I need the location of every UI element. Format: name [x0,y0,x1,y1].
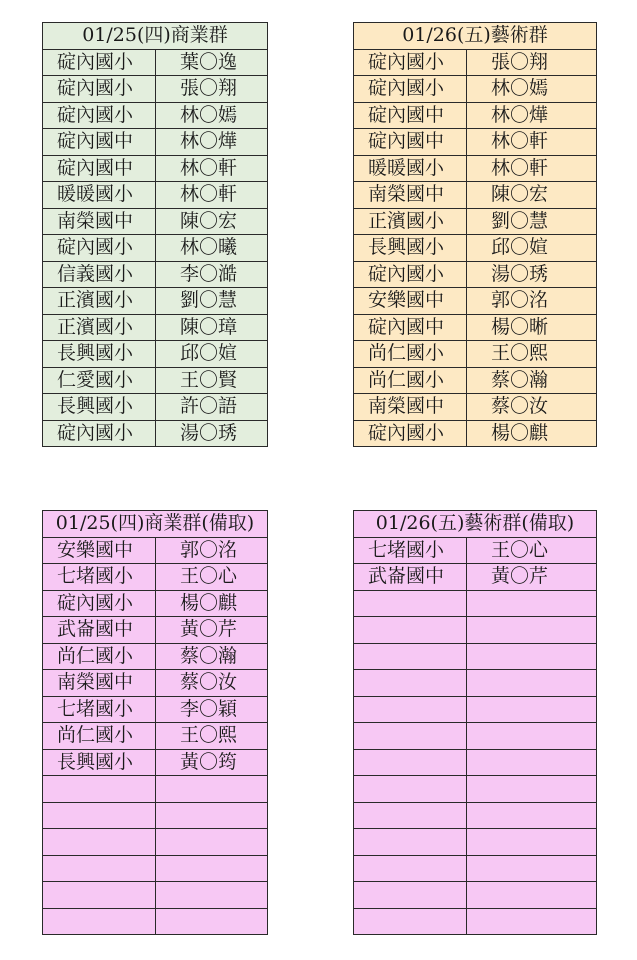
table-title: 01/26(五)藝術群(備取) [354,511,597,538]
student-name-cell [467,696,597,723]
table-row [43,776,268,803]
arts-group-waitlist-table [353,510,597,935]
school-cell: 正濱國小 [43,314,156,341]
student-name-cell [156,855,268,882]
student-name-cell: 張〇翔 [467,49,597,76]
student-name-cell: 湯〇琇 [467,261,597,288]
school-cell: 武崙國中 [354,564,467,591]
table-row [354,235,597,262]
school-cell: 尚仁國小 [354,341,467,368]
table-header [354,23,597,50]
school-cell [354,696,467,723]
table-row [354,76,597,103]
student-name-cell: 郭〇洺 [467,288,597,315]
commerce-group-table [42,22,268,447]
table-row [43,49,268,76]
school-cell: 尚仁國小 [43,723,156,750]
school-cell: 碇內國小 [43,76,156,103]
table-row [43,420,268,447]
school-cell [43,855,156,882]
table-row [354,617,597,644]
table-row [43,76,268,103]
table-row [43,829,268,856]
school-cell: 碇內國小 [354,49,467,76]
school-cell [354,802,467,829]
table-row [354,261,597,288]
table-row [43,367,268,394]
school-cell [354,643,467,670]
table-row [43,129,268,156]
student-name-cell: 林〇軒 [467,155,597,182]
table-row [43,696,268,723]
student-name-cell: 林〇軒 [156,155,268,182]
table-row [354,696,597,723]
school-cell: 安樂國中 [354,288,467,315]
student-name-cell: 蔡〇汝 [156,670,268,697]
school-cell [43,908,156,935]
school-cell: 南榮國中 [43,208,156,235]
student-name-cell [467,908,597,935]
table-row [43,394,268,421]
student-name-cell: 楊〇晰 [467,314,597,341]
commerce-group-waitlist-table [42,510,268,935]
table-row [354,314,597,341]
table-row [43,564,268,591]
table-row [354,802,597,829]
student-name-cell: 邱〇媗 [156,341,268,368]
student-name-cell [467,617,597,644]
school-cell [354,723,467,750]
table-row [43,749,268,776]
table-row [43,341,268,368]
school-cell [354,776,467,803]
table-row [354,288,597,315]
school-cell: 碇內國小 [43,420,156,447]
school-cell [43,829,156,856]
student-name-cell: 林〇嫣 [156,102,268,129]
student-name-cell: 陳〇宏 [467,182,597,209]
school-cell: 正濱國小 [354,208,467,235]
table-row [354,882,597,909]
table-row [354,749,597,776]
student-name-cell: 王〇賢 [156,367,268,394]
student-name-cell [467,643,597,670]
student-name-cell: 劉〇慧 [467,208,597,235]
student-name-cell [467,723,597,750]
table-row [354,776,597,803]
table-row [43,855,268,882]
table-header [354,511,597,538]
table-row [43,908,268,935]
table-row [354,49,597,76]
school-cell: 碇內國小 [354,76,467,103]
table-row [354,723,597,750]
table-row [43,182,268,209]
school-cell: 碇內國小 [43,235,156,262]
student-name-cell: 邱〇媗 [467,235,597,262]
school-cell: 碇內國中 [354,129,467,156]
school-cell: 尚仁國小 [43,643,156,670]
student-name-cell: 王〇熙 [467,341,597,368]
student-name-cell [467,749,597,776]
school-cell: 南榮國中 [354,394,467,421]
student-name-cell: 許〇語 [156,394,268,421]
table-row [43,314,268,341]
student-name-cell [467,776,597,803]
student-name-cell: 林〇燁 [156,129,268,156]
student-name-cell: 蔡〇瀚 [467,367,597,394]
student-name-cell: 林〇曦 [156,235,268,262]
table-row [354,367,597,394]
table-row [354,908,597,935]
student-name-cell: 黃〇芹 [467,564,597,591]
student-name-cell: 湯〇琇 [156,420,268,447]
table-row [354,208,597,235]
school-cell: 安樂國中 [43,537,156,564]
student-name-cell: 黃〇芹 [156,617,268,644]
school-cell: 碇內國中 [354,314,467,341]
student-name-cell [156,829,268,856]
school-cell: 信義國小 [43,261,156,288]
school-cell: 南榮國中 [43,670,156,697]
table-row [354,564,597,591]
school-cell: 碇內國小 [354,261,467,288]
table-row [43,590,268,617]
student-name-cell [467,829,597,856]
arts-group-table [353,22,597,447]
table-row [354,420,597,447]
student-name-cell: 楊〇麒 [156,590,268,617]
student-name-cell [156,776,268,803]
table-row [354,394,597,421]
school-cell: 尚仁國小 [354,367,467,394]
table-row [43,670,268,697]
table-row [354,102,597,129]
school-cell: 碇內國小 [43,49,156,76]
student-name-cell: 楊〇麒 [467,420,597,447]
student-name-cell [156,802,268,829]
school-cell: 暖暖國小 [43,182,156,209]
table-row [43,537,268,564]
student-name-cell: 王〇心 [156,564,268,591]
student-name-cell: 林〇燁 [467,102,597,129]
table-row [354,129,597,156]
school-cell: 長興國小 [43,394,156,421]
student-name-cell [467,670,597,697]
table-title: 01/25(四)商業群 [43,23,268,50]
table-row [354,341,597,368]
student-name-cell [467,802,597,829]
school-cell [354,590,467,617]
school-cell: 碇內國小 [43,102,156,129]
table-title: 01/25(四)商業群(備取) [43,511,268,538]
table-row [354,829,597,856]
student-name-cell: 林〇嫣 [467,76,597,103]
table-row [354,182,597,209]
table-title: 01/26(五)藝術群 [354,23,597,50]
school-cell: 碇內國中 [354,102,467,129]
school-cell: 碇內國中 [43,155,156,182]
table-row [43,208,268,235]
school-cell [354,829,467,856]
student-name-cell: 王〇心 [467,537,597,564]
school-cell [43,776,156,803]
school-cell: 碇內國中 [43,129,156,156]
table-header [43,23,268,50]
school-cell: 碇內國小 [354,420,467,447]
school-cell [354,617,467,644]
school-cell: 長興國小 [43,341,156,368]
table-header [43,511,268,538]
student-name-cell: 林〇軒 [156,182,268,209]
student-name-cell: 李〇穎 [156,696,268,723]
student-name-cell: 蔡〇瀚 [156,643,268,670]
school-cell [43,802,156,829]
table-row [43,155,268,182]
school-cell [354,882,467,909]
school-cell: 七堵國小 [43,696,156,723]
table-row [354,855,597,882]
student-name-cell: 張〇翔 [156,76,268,103]
student-name-cell: 陳〇璋 [156,314,268,341]
school-cell: 碇內國小 [43,590,156,617]
school-cell [354,670,467,697]
table-row [43,235,268,262]
student-name-cell: 葉〇逸 [156,49,268,76]
table-row [43,102,268,129]
table-row [354,155,597,182]
table-row [43,882,268,909]
table-row [354,590,597,617]
school-cell: 長興國小 [354,235,467,262]
school-cell: 武崙國中 [43,617,156,644]
student-name-cell: 蔡〇汝 [467,394,597,421]
table-row [43,723,268,750]
student-name-cell: 劉〇慧 [156,288,268,315]
table-row [43,617,268,644]
school-cell [43,882,156,909]
student-name-cell: 林〇軒 [467,129,597,156]
school-cell [354,749,467,776]
table-row [354,670,597,697]
table-row [43,802,268,829]
student-name-cell [156,908,268,935]
school-cell: 仁愛國小 [43,367,156,394]
student-name-cell [156,882,268,909]
school-cell: 七堵國小 [43,564,156,591]
student-name-cell: 李〇澔 [156,261,268,288]
table-row [354,643,597,670]
school-cell [354,908,467,935]
student-name-cell: 陳〇宏 [156,208,268,235]
student-name-cell [467,855,597,882]
table-row [43,261,268,288]
school-cell: 正濱國小 [43,288,156,315]
school-cell [354,855,467,882]
school-cell: 南榮國中 [354,182,467,209]
student-name-cell: 郭〇洺 [156,537,268,564]
student-name-cell [467,590,597,617]
student-name-cell [467,882,597,909]
school-cell: 長興國小 [43,749,156,776]
student-name-cell: 王〇熙 [156,723,268,750]
table-row [354,537,597,564]
school-cell: 七堵國小 [354,537,467,564]
student-name-cell: 黃〇筠 [156,749,268,776]
table-row [43,288,268,315]
school-cell: 暖暖國小 [354,155,467,182]
table-row [43,643,268,670]
